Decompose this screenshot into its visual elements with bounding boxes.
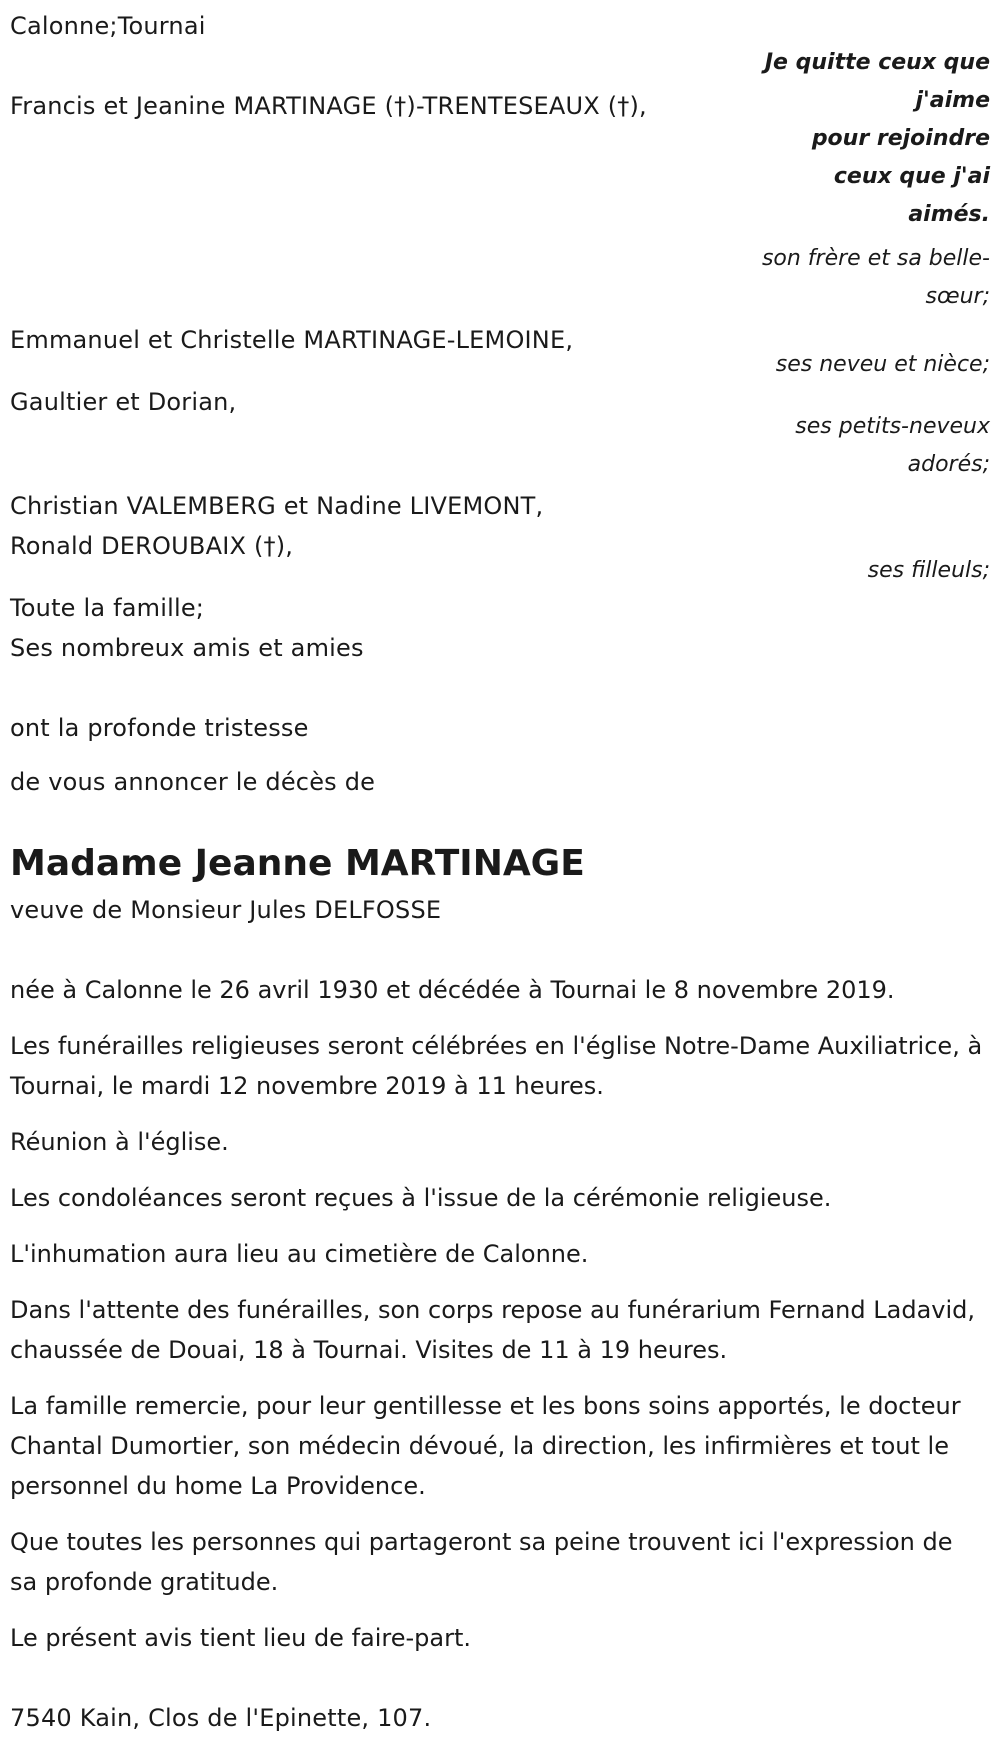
header-place: Calonne;Tournai bbox=[10, 12, 206, 40]
quote-line: j'aime bbox=[915, 88, 990, 113]
paragraph-notice: Le présent avis tient lieu de faire-part. bbox=[10, 1624, 472, 1652]
deceased-spouse: veuve de Monsieur Jules DELFOSSE bbox=[10, 896, 442, 924]
paragraph-thanks: La famille remercie, pour leur gentillesse et les bons soins apportés, le docteur Chantal Dumortier, son médecin dévoué, la direction, les infirmières et tout le personnel du home La Providence. bbox=[10, 1392, 961, 1500]
paragraph-condolences: Les condoléances seront reçues à l'issue de la cérémonie religieuse. bbox=[10, 1184, 832, 1212]
epitaph-quote bbox=[730, 44, 990, 234]
address: 7540 Kain, Clos de l'Epinette, 107. bbox=[10, 1704, 432, 1732]
deceased-name: Madame Jeanne MARTINAGE bbox=[10, 843, 585, 884]
quote-line: pour rejoindre bbox=[811, 126, 990, 151]
paragraph-burial: L'inhumation aura lieu au cimetière de Calonne. bbox=[10, 1240, 589, 1268]
family-names-4b: Ronald DEROUBAIX (†), bbox=[10, 532, 294, 560]
family-relation-4: ses filleuls; bbox=[867, 558, 990, 583]
announce-line-1: ont la profonde tristesse bbox=[10, 714, 309, 742]
paragraph-gratitude: Que toutes les personnes qui partageront sa peine trouvent ici l'expression de sa profonde gratitude. bbox=[10, 1528, 953, 1596]
family-relation-3: ses petits-neveux adorés; bbox=[795, 414, 990, 477]
quote-line: ceux que j'ai bbox=[833, 164, 990, 189]
quote-line: aimés. bbox=[908, 202, 990, 227]
family-names-3: Gaultier et Dorian, bbox=[10, 388, 237, 416]
paragraph-birth-death: née à Calonne le 26 avril 1930 et décédée à Tournai le 8 novembre 2019. bbox=[10, 976, 895, 1004]
others-family: Toute la famille; bbox=[10, 594, 205, 622]
quote-line: Je quitte ceux que bbox=[764, 50, 990, 75]
paragraph-meeting: Réunion à l'église. bbox=[10, 1128, 229, 1156]
others-friends: Ses nombreux amis et amies bbox=[10, 634, 364, 662]
paragraph-funeral: Les funérailles religieuses seront célébrées en l'église Notre-Dame Auxiliatrice, à Tournai, le mardi 12 novembre 2019 à 11 heures. bbox=[10, 1032, 983, 1100]
family-names-4a: Christian VALEMBERG et Nadine LIVEMONT, bbox=[10, 492, 544, 520]
family-names-2: Emmanuel et Christelle MARTINAGE-LEMOINE, bbox=[10, 326, 574, 354]
paragraph-visits: Dans l'attente des funérailles, son corps repose au funérarium Fernand Ladavid, chaussée de Douai, 18 à Tournai. Visites de 11 à 19 heures. bbox=[10, 1296, 976, 1364]
family-relation-2: ses neveu et nièce; bbox=[775, 352, 990, 377]
family-relation-1: son frère et sa belle-sœur; bbox=[761, 246, 990, 309]
announce-line-2: de vous annoncer le décès de bbox=[10, 768, 376, 796]
family-names-1: Francis et Jeanine MARTINAGE (†)-TRENTESEAUX (†), bbox=[10, 92, 647, 120]
